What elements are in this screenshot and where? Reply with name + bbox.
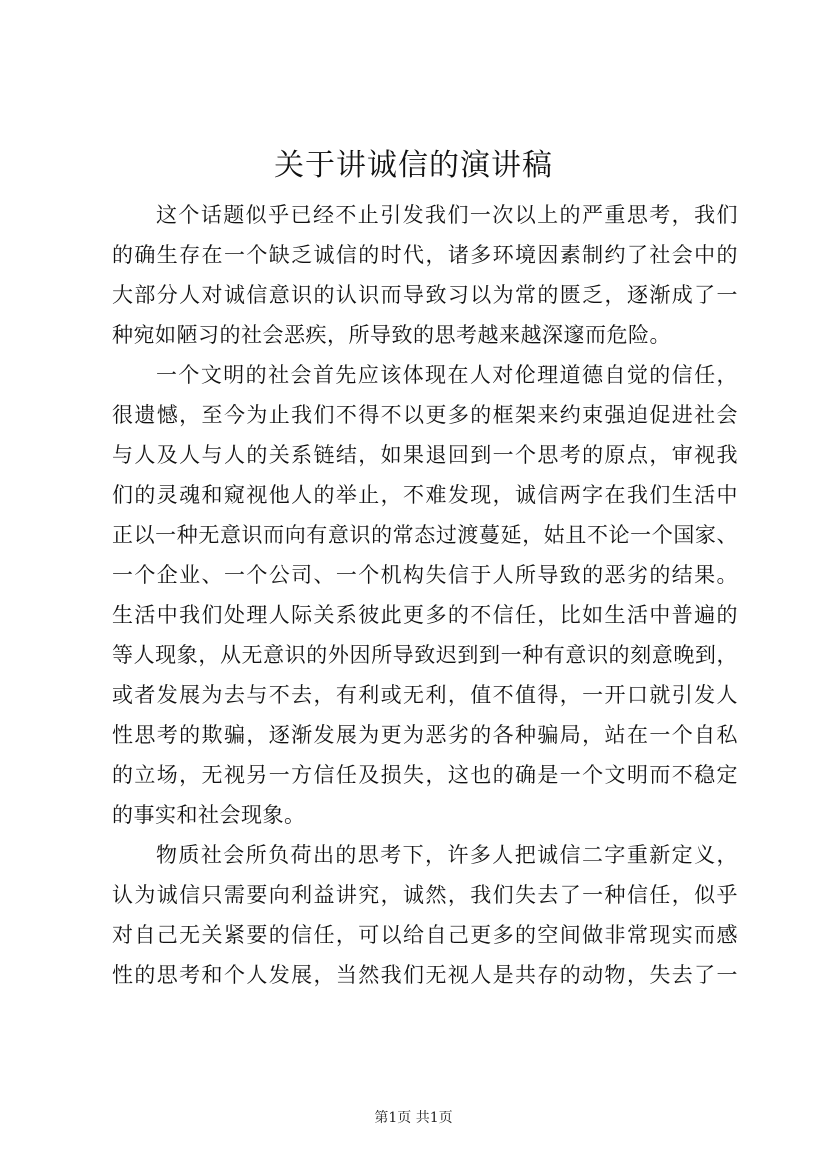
paragraph-line: 的事实和社会现象。 (112, 803, 306, 827)
paragraph-line: 的确生存在一个缺乏诚信的时代，诸多环境因素制约了社会中的 (112, 243, 738, 267)
paragraph-line: 认为诚信只需要向利益讲究，诚然，我们失去了一种信任，似乎 (112, 883, 738, 907)
paragraph-line: 很遗憾，至今为止我们不得不以更多的框架来约束强迫促进社会 (112, 403, 738, 427)
paragraph-line: 性思考的欺骗，逐渐发展为更为恶劣的各种骗局，站在一个自私 (112, 723, 738, 747)
document-body (112, 195, 738, 995)
paragraph-line: 正以一种无意识而向有意识的常态过渡蔓延，姑且不论一个国家、 (112, 523, 738, 547)
paragraph-line: 等人现象，从无意识的外因所导致迟到到一种有意识的刻意晚到， (112, 643, 738, 667)
paragraph-line: 与人及人与人的关系链结，如果退回到一个思考的原点，审视我 (112, 443, 738, 467)
paragraph-line: 这个话题似乎已经不止引发我们一次以上的严重思考，我们 (156, 203, 738, 227)
paragraph-line: 生活中我们处理人际关系彼此更多的不信任，比如生活中普遍的 (112, 603, 738, 627)
paragraph-line: 们的灵魂和窥视他人的举止，不难发现，诚信两字在我们生活中 (112, 483, 738, 507)
paragraph-line: 性的思考和个人发展，当然我们无视人是共存的动物，失去了一 (112, 963, 738, 987)
paragraph-line: 的立场，无视另一方信任及损失，这也的确是一个文明而不稳定 (112, 763, 738, 787)
paragraph-line: 一个文明的社会首先应该体现在人对伦理道德自觉的信任， (156, 363, 738, 387)
paragraph-line: 物质社会所负荷出的思考下，许多人把诚信二字重新定义， (156, 843, 738, 867)
paragraph-line: 或者发展为去与不去，有利或无利，值不值得，一开口就引发人 (112, 683, 738, 707)
page-number-footer: 第1页 共1页 (374, 1110, 453, 1126)
paragraph-line: 种宛如陋习的社会恶疾，所导致的思考越来越深邃而危险。 (112, 323, 671, 347)
paragraph-line: 大部分人对诚信意识的认识而导致习以为常的匮乏，逐渐成了一 (112, 283, 738, 307)
paragraph-line: 对自己无关紧要的信任，可以给自己更多的空间做非常现实而感 (112, 923, 738, 947)
document-title: 关于讲诚信的演讲稿 (274, 148, 553, 183)
paragraph-line: 一个企业、一个公司、一个机构失信于人所导致的恶劣的结果。 (112, 563, 738, 587)
